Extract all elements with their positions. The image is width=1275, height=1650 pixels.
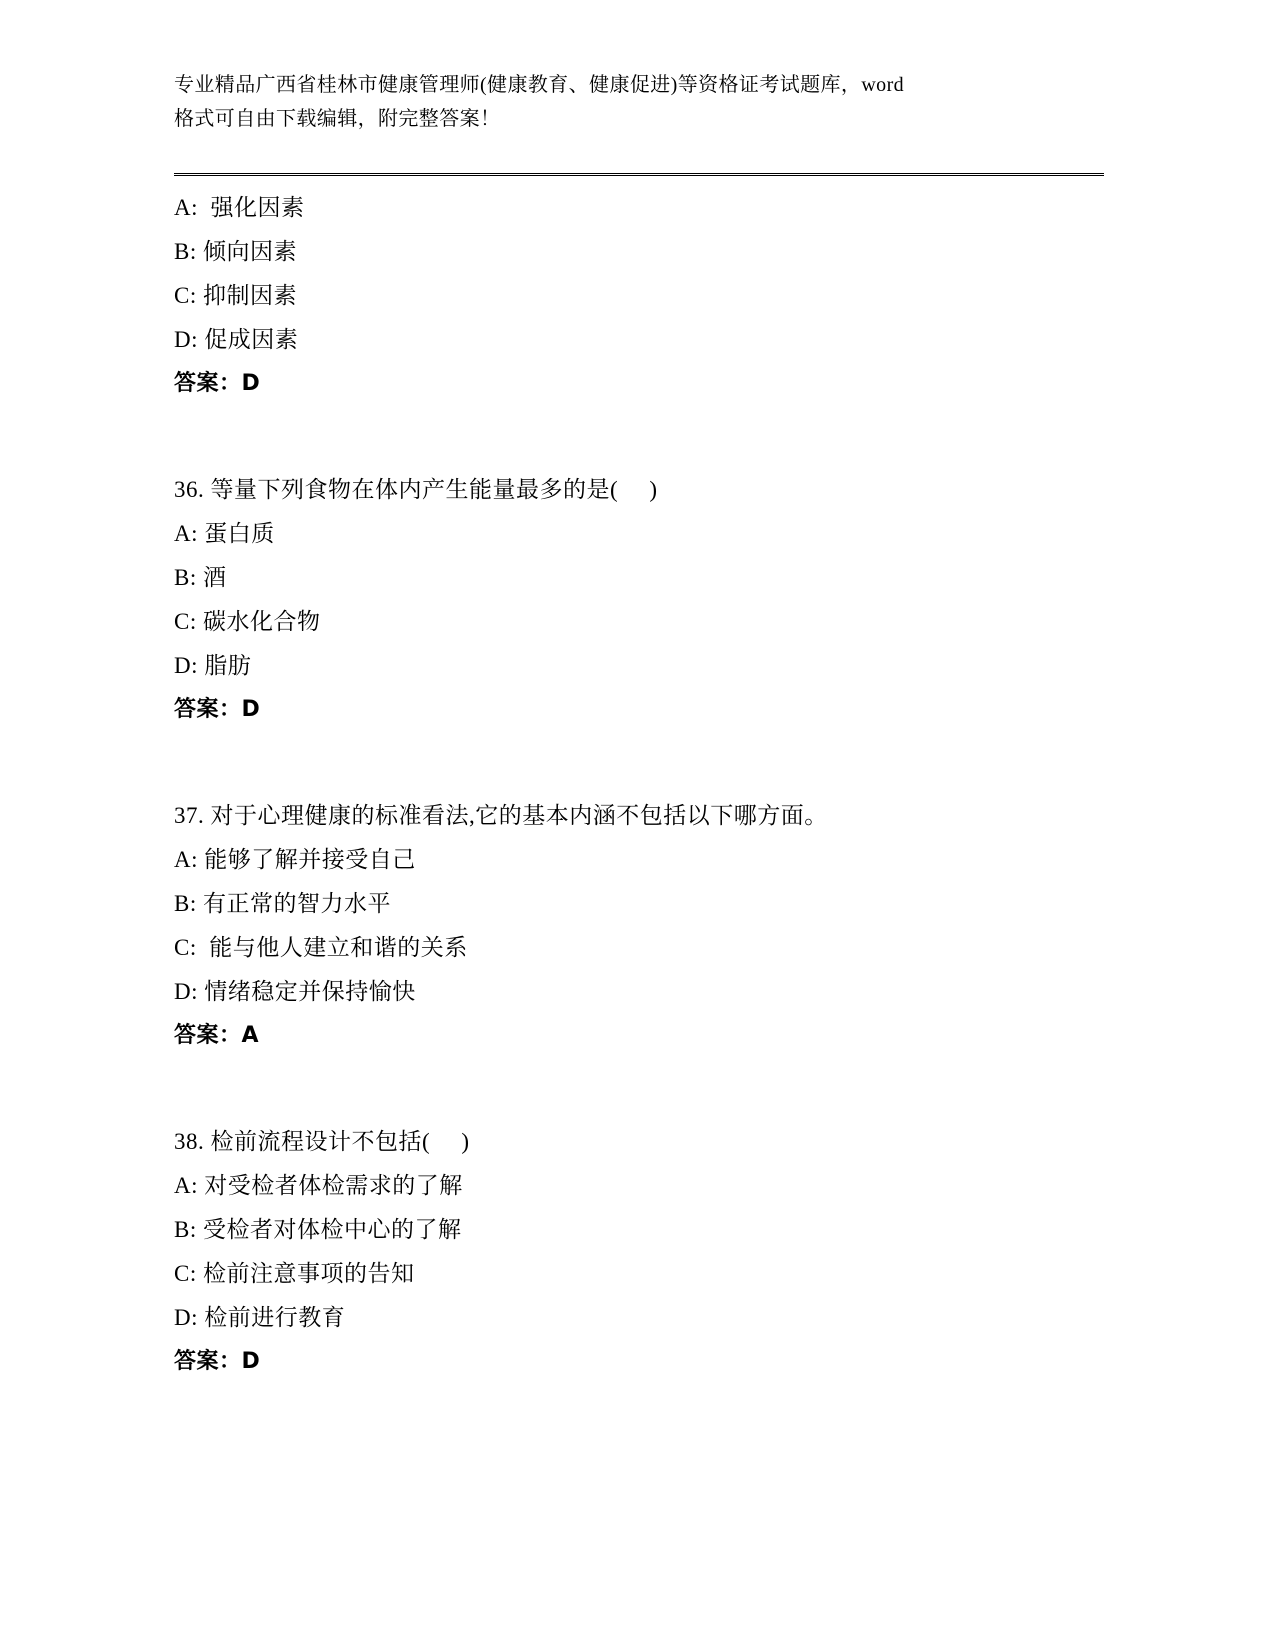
option-item: A: 能够了解并接受自己 bbox=[174, 847, 416, 872]
answer-line: 答案：D bbox=[174, 371, 261, 396]
option-item: C: 能与他人建立和谐的关系 bbox=[174, 935, 468, 960]
option-item: A: 强化因素 bbox=[174, 195, 305, 220]
option-item: C: 检前注意事项的告知 bbox=[174, 1261, 415, 1286]
page-header bbox=[174, 68, 1104, 136]
option-item: B: 有正常的智力水平 bbox=[174, 891, 391, 916]
question-block bbox=[174, 468, 1134, 732]
option-item: A: 对受检者体检需求的了解 bbox=[174, 1173, 463, 1198]
header-line-1: 专业精品广西省桂林市健康管理师(健康教育、健康促进)等资格证考试题库，word bbox=[174, 74, 905, 96]
question-block bbox=[174, 186, 1134, 406]
option-item: D: 检前进行教育 bbox=[174, 1305, 346, 1330]
block-spacer bbox=[174, 1058, 1134, 1120]
option-item: A: 蛋白质 bbox=[174, 521, 275, 546]
option-item: B: 酒 bbox=[174, 565, 227, 590]
block-spacer bbox=[174, 732, 1134, 794]
option-item: C: 碳水化合物 bbox=[174, 609, 321, 634]
option-item: D: 脂肪 bbox=[174, 653, 252, 678]
header-divider bbox=[174, 173, 1104, 176]
option-item: B: 受检者对体检中心的了解 bbox=[174, 1217, 462, 1242]
question-list bbox=[174, 186, 1134, 1384]
question-stem: 37. 对于心理健康的标准看法,它的基本内涵不包括以下哪方面。 bbox=[174, 803, 828, 828]
option-item: C: 抑制因素 bbox=[174, 283, 297, 308]
question-stem: 36. 等量下列食物在体内产生能量最多的是( ) bbox=[174, 477, 658, 502]
question-block bbox=[174, 1120, 1134, 1384]
answer-line: 答案：A bbox=[174, 1023, 260, 1048]
question-stem: 38. 检前流程设计不包括( ) bbox=[174, 1129, 470, 1154]
option-item: B: 倾向因素 bbox=[174, 239, 297, 264]
header-line-2: 格式可自由下载编辑，附完整答案！ bbox=[174, 108, 501, 130]
question-block bbox=[174, 794, 1134, 1058]
option-item: D: 促成因素 bbox=[174, 327, 299, 352]
answer-line: 答案：D bbox=[174, 1349, 261, 1374]
option-item: D: 情绪稳定并保持愉快 bbox=[174, 979, 416, 1004]
block-spacer bbox=[174, 406, 1134, 468]
answer-line: 答案：D bbox=[174, 697, 261, 722]
